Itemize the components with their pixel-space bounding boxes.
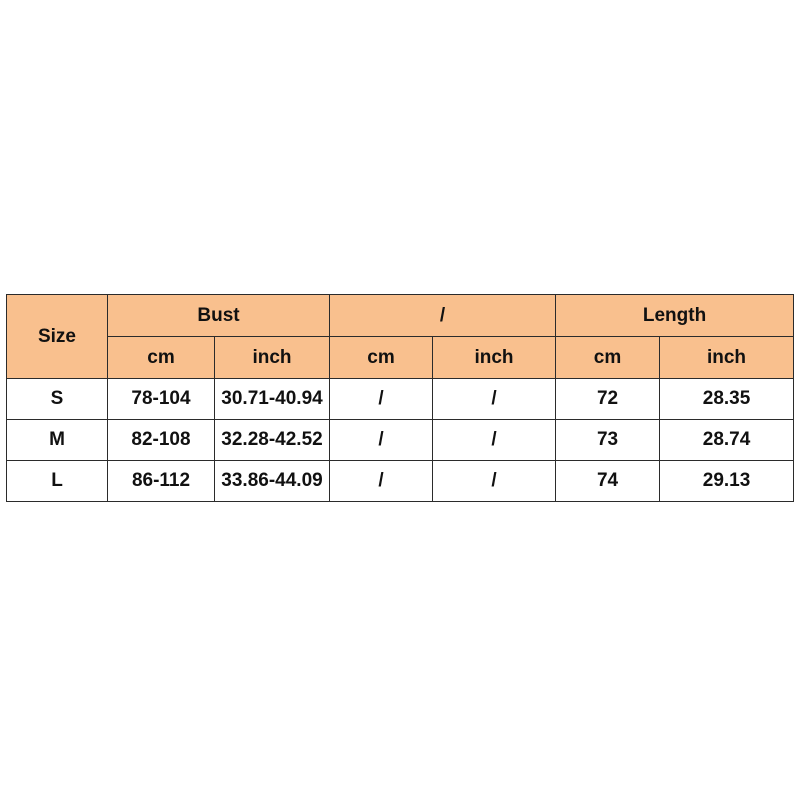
unit-header: inch [215, 337, 330, 379]
table-cell: 32.28-42.52 [215, 420, 330, 461]
unit-header: cm [330, 337, 433, 379]
table-row [7, 461, 794, 502]
table-cell: / [330, 379, 433, 420]
table-cell: 73 [556, 420, 660, 461]
unit-header: cm [556, 337, 660, 379]
bust-group-header: Bust [108, 295, 330, 337]
length-group-header: Length [556, 295, 794, 337]
unit-header: inch [433, 337, 556, 379]
table-cell: 29.13 [660, 461, 794, 502]
table-cell: 78-104 [108, 379, 215, 420]
table-cell: 72 [556, 379, 660, 420]
table-cell: / [433, 379, 556, 420]
table-cell: 82-108 [108, 420, 215, 461]
table-cell: 74 [556, 461, 660, 502]
unit-header: cm [108, 337, 215, 379]
table-row [7, 379, 794, 420]
table-cell: / [330, 461, 433, 502]
table-header [7, 295, 794, 379]
size-chart-table [6, 294, 794, 502]
table-cell: 28.35 [660, 379, 794, 420]
size-column-header: Size [7, 295, 108, 379]
table-cell: 33.86-44.09 [215, 461, 330, 502]
slash-group-header: / [330, 295, 556, 337]
header-unit-row [7, 337, 794, 379]
table-cell: / [330, 420, 433, 461]
table-cell: / [433, 420, 556, 461]
table-body [7, 379, 794, 502]
unit-header: inch [660, 337, 794, 379]
size-cell: M [7, 420, 108, 461]
size-cell: L [7, 461, 108, 502]
header-group-row [7, 295, 794, 337]
table-cell: 28.74 [660, 420, 794, 461]
table-cell: 30.71-40.94 [215, 379, 330, 420]
table-row [7, 420, 794, 461]
table-cell: / [433, 461, 556, 502]
size-cell: S [7, 379, 108, 420]
table-cell: 86-112 [108, 461, 215, 502]
